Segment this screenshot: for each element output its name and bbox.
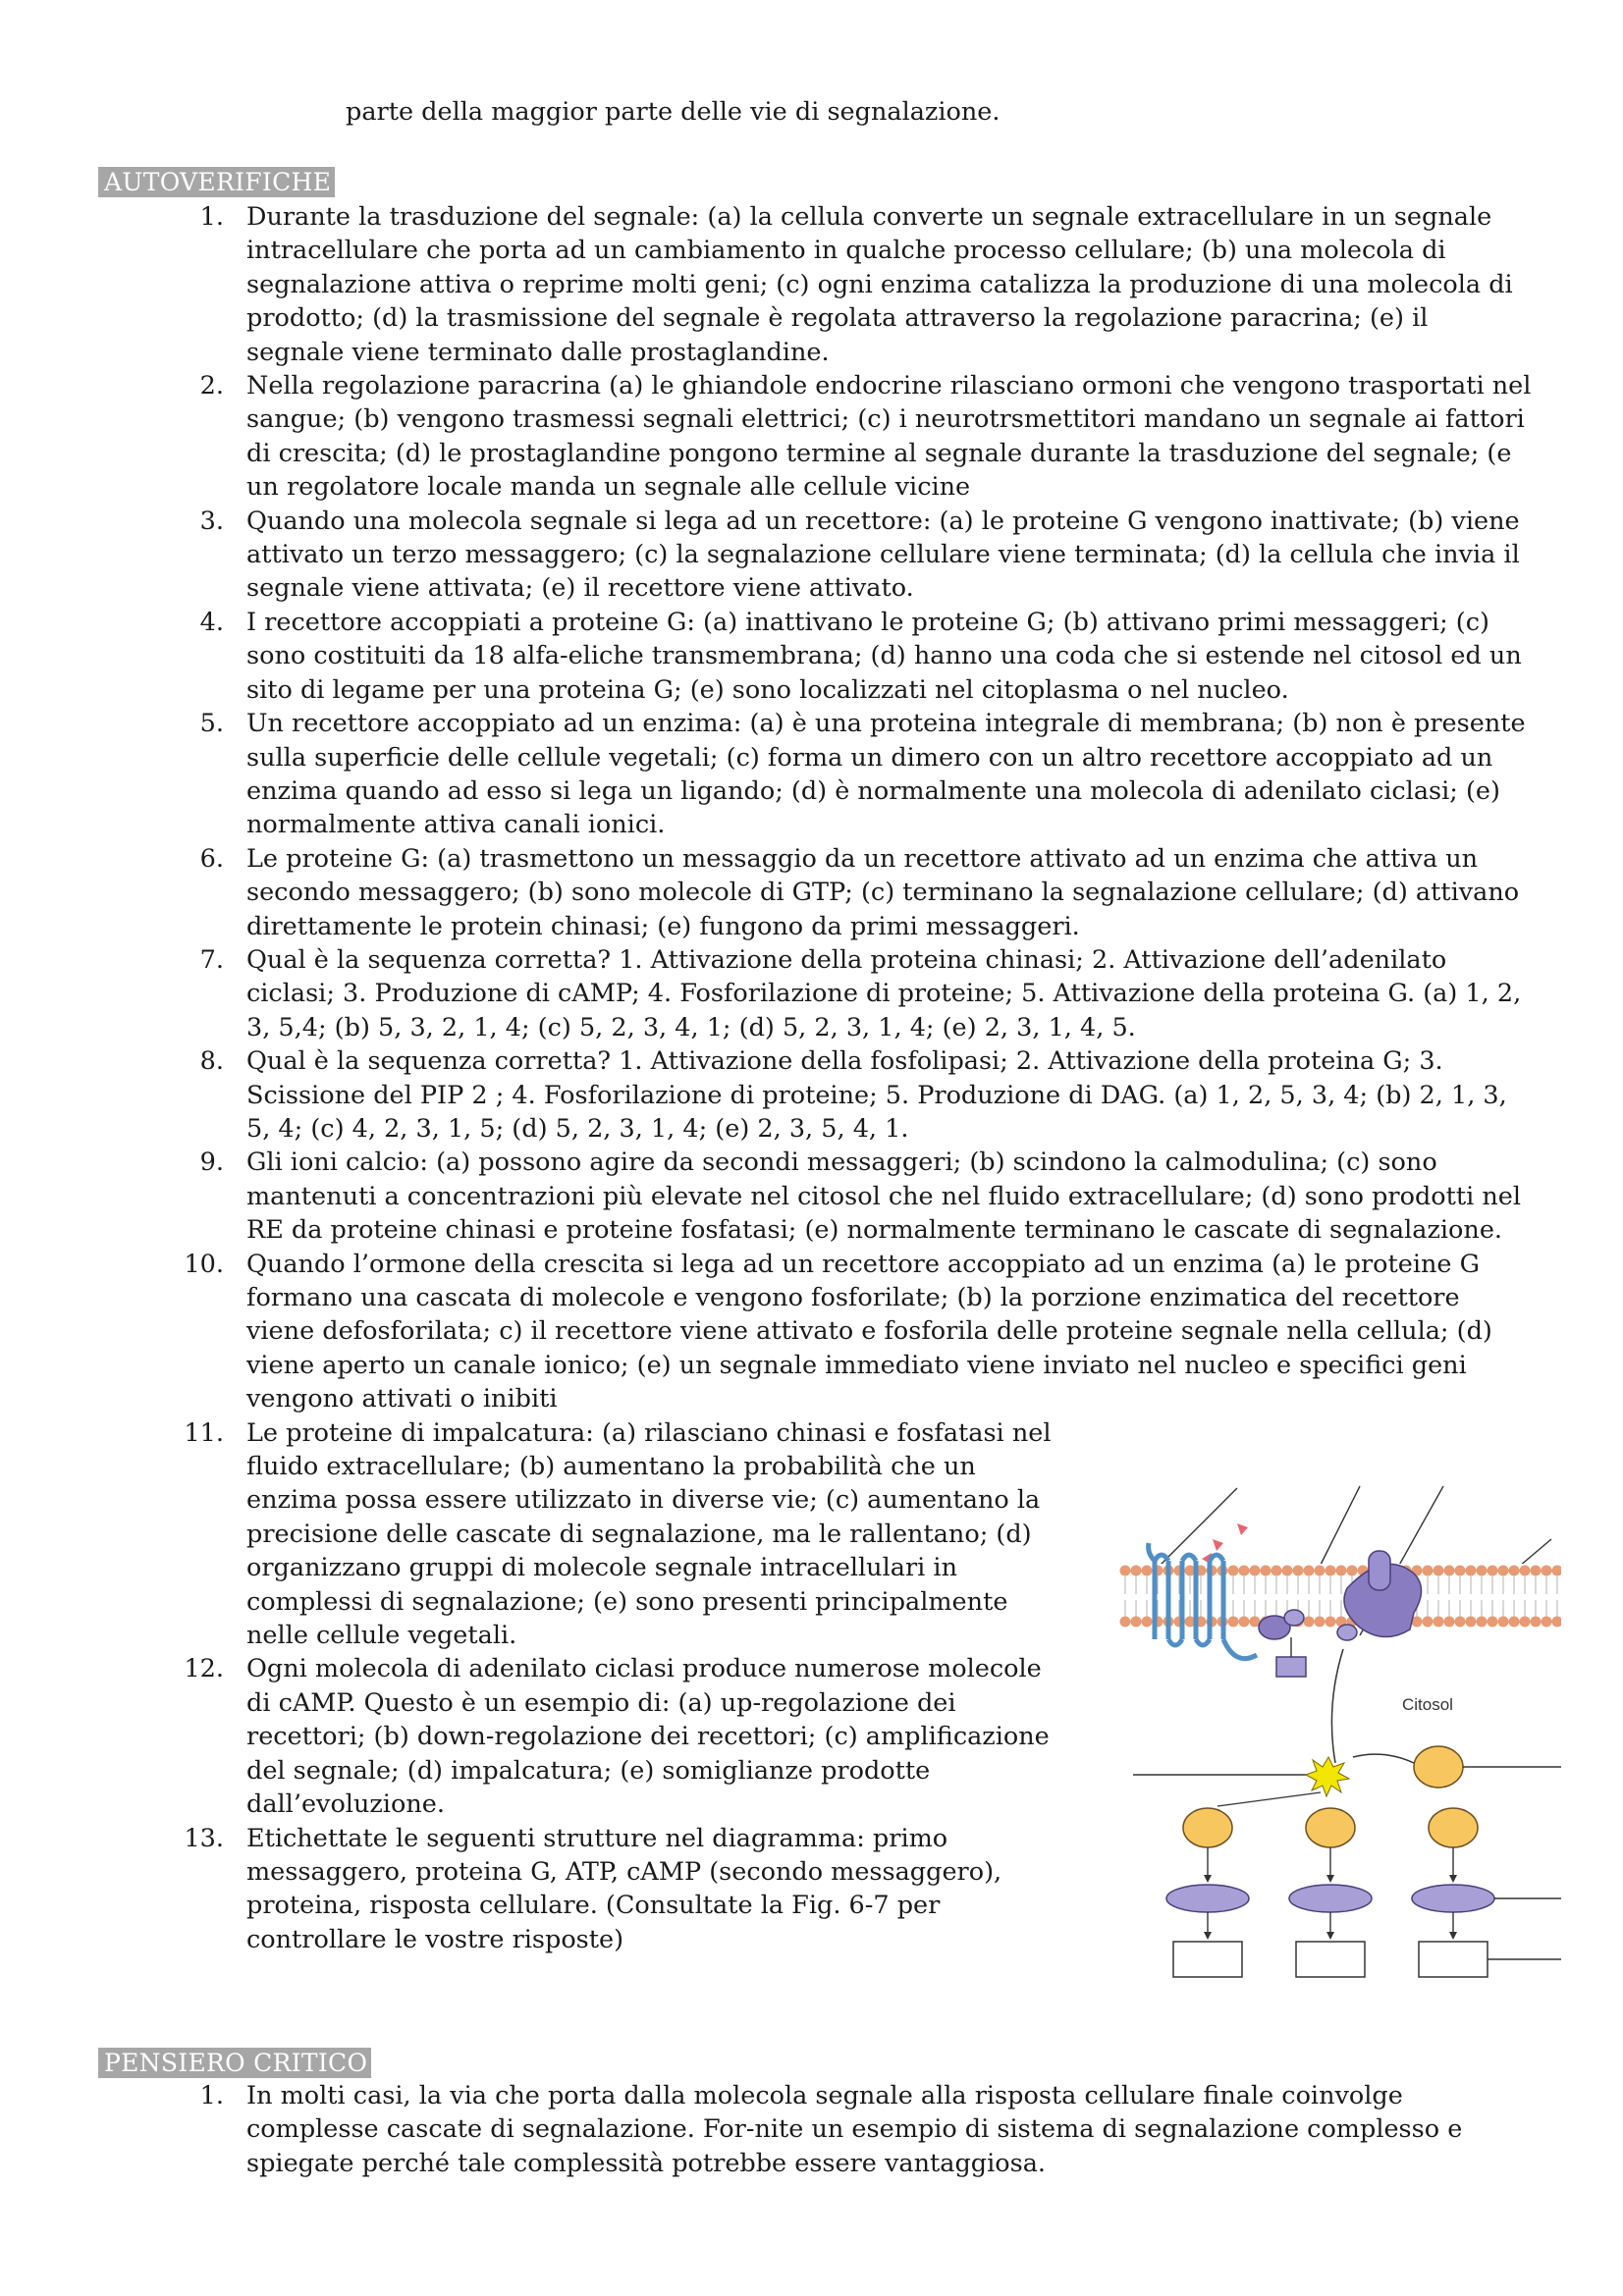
lipid-head bbox=[1444, 1566, 1455, 1576]
question-item bbox=[0, 943, 1532, 1044]
question-number: 5. bbox=[199, 709, 224, 739]
lipid-head bbox=[1520, 1566, 1531, 1576]
lipid-head bbox=[1304, 1617, 1315, 1628]
question-number: 9. bbox=[199, 1148, 224, 1178]
protein-molecule bbox=[1412, 1885, 1494, 1912]
question-item bbox=[0, 2079, 1532, 2180]
lipid-head bbox=[1488, 1566, 1498, 1576]
lipid-head bbox=[1444, 1617, 1455, 1628]
lipid-head bbox=[1347, 1566, 1358, 1576]
question-item bbox=[0, 1248, 1532, 1416]
question-number: 11. bbox=[184, 1417, 224, 1448]
question-text: In molti casi, la via che porta dalla molecola segnale alla risposta cellulare finale coinvolge complesse cascate di segnalazione. For-nite un esempio di sistema di segnalazione complesso e spiegate perché tale complessità potrebbe essere vantaggiosa. bbox=[246, 2081, 1463, 2178]
lipid-head bbox=[1477, 1566, 1488, 1576]
lipid-head bbox=[1131, 1566, 1142, 1576]
protein-molecule bbox=[1166, 1885, 1249, 1912]
lipid-head bbox=[1455, 1617, 1466, 1628]
cascade-column bbox=[1412, 1808, 1561, 1977]
question-item bbox=[0, 842, 1532, 943]
lipid-head bbox=[1509, 1617, 1520, 1628]
cell-membrane bbox=[1119, 1564, 1561, 1629]
protein-molecule bbox=[1289, 1885, 1372, 1912]
question-text: Quando una molecola segnale si lega ad un recettore: (a) le proteine G vengono inattivate; (b) viene attivato un terzo messaggero; (c) la segnalazione cellulare viene terminata; (d) la cellula che invia il segnale viene attivata; (e) il recettore viene attivato. bbox=[246, 506, 1520, 604]
lipid-head bbox=[1142, 1566, 1153, 1576]
lipid-head bbox=[1336, 1566, 1347, 1576]
question-number: 6. bbox=[199, 843, 224, 874]
lipid-head bbox=[1466, 1617, 1477, 1628]
lipid-head bbox=[1423, 1566, 1434, 1576]
section-heading-autoverifiche: AUTOVERIFICHE bbox=[98, 167, 335, 197]
lipid-head bbox=[1142, 1617, 1153, 1628]
question-item bbox=[0, 1044, 1532, 1146]
lipid-head bbox=[1261, 1566, 1271, 1576]
question-item bbox=[0, 1146, 1532, 1247]
question-number: 12. bbox=[184, 1654, 224, 1684]
lipid-head bbox=[1423, 1617, 1434, 1628]
cellular-response-box bbox=[1173, 1942, 1242, 1977]
question-item bbox=[0, 707, 1532, 842]
lipid-head bbox=[1488, 1617, 1498, 1628]
lipid-head bbox=[1509, 1566, 1520, 1576]
lipid-head bbox=[1520, 1617, 1531, 1628]
lipid-head bbox=[1228, 1566, 1239, 1576]
question-item bbox=[0, 505, 1532, 606]
lipid-head bbox=[1466, 1566, 1477, 1576]
lipid-head bbox=[1498, 1566, 1509, 1576]
lipid-head bbox=[1250, 1566, 1261, 1576]
lipid-head bbox=[1325, 1566, 1336, 1576]
lipid-head bbox=[1282, 1566, 1293, 1576]
lipid-head bbox=[1531, 1617, 1542, 1628]
lipid-head bbox=[1542, 1617, 1552, 1628]
question-number: 1. bbox=[199, 2081, 224, 2110]
question-list-pensiero-critico bbox=[0, 2079, 1532, 2180]
lipid-head bbox=[1315, 1617, 1325, 1628]
lipid-head bbox=[1131, 1617, 1142, 1628]
lipid-head bbox=[1531, 1566, 1542, 1576]
question-item bbox=[0, 200, 1532, 369]
lipid-head bbox=[1304, 1566, 1315, 1576]
question-item bbox=[0, 369, 1532, 505]
question-text: Le proteine G: (a) trasmettono un messaggio da un recettore attivato ad un enzima che attiva un secondo messaggero; (b) sono molecole di GTP; (c) terminano la segnalazione cellulare; (d) attivano direttamente le protein chinasi; (e) fungono da primi messaggeri. bbox=[246, 843, 1520, 941]
camp-molecule bbox=[1414, 1746, 1463, 1788]
question-number: 2. bbox=[199, 371, 224, 401]
lipid-head bbox=[1325, 1617, 1336, 1628]
section-heading-pensiero-critico: PENSIERO CRITICO bbox=[98, 2048, 371, 2078]
lipid-head bbox=[1434, 1617, 1444, 1628]
question-number: 10. bbox=[184, 1249, 224, 1279]
lipid-head bbox=[1455, 1566, 1466, 1576]
protein-subunit bbox=[1276, 1657, 1306, 1677]
lipid-head bbox=[1315, 1566, 1325, 1576]
lipid-head bbox=[1239, 1617, 1250, 1628]
question-text: Nella regolazione paracrina (a) le ghiandole endocrine rilasciano ormoni che vengono trasportati nel sangue; (b) vengono trasmessi segnali elettrici; (c) i neurotrsmettitori mandano un segnale ai fattori di crescita; (d) le prostaglandine pongono termine al segnale durante la trasduzione del segnale; (e un regolatore locale manda un segnale alle cellule vicine bbox=[246, 371, 1532, 503]
question-text: I recettore accoppiati a proteine G: (a) inattivano le proteine G; (b) attivano primi messaggeri; (c) sono costituiti da 18 alfa-eliche transmembrana; (d) hanno una coda che si estende nel citosol ed un sito di legame per una proteina G; (e) sono localizzati nel citoplasma o nel nucleo. bbox=[246, 607, 1522, 705]
lipid-head bbox=[1271, 1566, 1282, 1576]
first-messenger bbox=[1237, 1523, 1248, 1535]
question-number: 8. bbox=[199, 1046, 224, 1077]
lipid-head bbox=[1542, 1566, 1552, 1576]
question-text: Gli ioni calcio: (a) possono agire da secondi messaggeri; (b) scindono la calmodulina; (c) sono mantenuti a concentrazioni più elevate nel citosol che nel fluido extracellulare; (d) sono prodotti nel RE da proteine chinasi e proteine fosfatasi; (e) normalmente terminano le cascate di segnalazione. bbox=[246, 1148, 1522, 1246]
lipid-head bbox=[1477, 1617, 1488, 1628]
lipid-head bbox=[1293, 1566, 1304, 1576]
lipid-head bbox=[1228, 1617, 1239, 1628]
camp-molecule bbox=[1429, 1808, 1478, 1847]
cellular-response-box bbox=[1296, 1942, 1365, 1977]
question-number: 4. bbox=[199, 607, 224, 637]
cascade-column bbox=[1166, 1808, 1249, 1977]
camp-molecule bbox=[1183, 1808, 1232, 1847]
question-text: Durante la trasduzione del segnale: (a) la cellula converte un segnale extracellulare in un segnale intracellulare che porta ad un cambiamento in qualche processo cellulare; (b) una molecola di segnalazione attiva o reprime molti geni; (c) ogni enzima catalizza la produzione di una molecola di prodotto; (d) la trasmissione del segnale è regolata attraverso la regolazione paracrina; (e) il segnale viene terminato dalle prostaglandine. bbox=[246, 202, 1513, 367]
reaction-arrow bbox=[1331, 1649, 1343, 1763]
question-text: Le proteine di impalcatura: (a) rilasciano chinasi e fosfatasi nel fluido extracellulare; (b) aumentano la probabilità che un enzima possa essere utilizzato in diverse vie; (c) aumentano la precisione delle cascate di segnalazione, ma le rallentano; (d) organizzano gruppi di molecole segnale intracellulari in complessi di segnalazione; (e) sono presenti principalmente nelle cellule vegetali. bbox=[246, 1417, 1052, 1651]
reaction-arrow bbox=[1353, 1754, 1414, 1763]
first-messenger bbox=[1213, 1539, 1223, 1551]
cellular-response-box bbox=[1419, 1942, 1488, 1977]
question-number: 1. bbox=[199, 202, 224, 232]
question-number: 13. bbox=[184, 1823, 224, 1853]
question-text: Qual è la sequenza corretta? 1. Attivazione della fosfolipasi; 2. Attivazione della proteina G; 3. Scissione del PIP 2 ; 4. Fosforilazione di proteine; 5. Produzione di DAG. (a) 1, 2, 5, 3, 4; (b) 2, 1, 3, 5, 4; (c) 4, 2, 3, 1, 5; (d) 5, 2, 3, 1, 4; (e) 2, 3, 5, 4, 1. bbox=[246, 1046, 1507, 1144]
question-text: Qual è la sequenza corretta? 1. Attivazione della proteina chinasi; 2. Attivazione dell’adenilato ciclasi; 3. Produzione di cAMP; 4. Fosforilazione di proteine; 5. Attivazione della proteina G. (a) 1, 2, 3, 5,4; (b) 5, 3, 2, 1, 4; (c) 5, 2, 3, 4, 1; (d) 5, 2, 3, 1, 4; (e) 2, 3, 1, 4, 5. bbox=[246, 944, 1522, 1042]
reaction-arrow bbox=[1217, 1792, 1321, 1806]
cytosol-label: Citosol bbox=[1402, 1695, 1453, 1714]
lipid-head bbox=[1498, 1617, 1509, 1628]
intro-line: parte della maggior parte delle vie di segnalazione. bbox=[346, 97, 1001, 127]
lipid-head bbox=[1120, 1566, 1131, 1576]
cascade-column bbox=[1289, 1808, 1372, 1977]
camp-molecule bbox=[1306, 1808, 1355, 1847]
activation-burst bbox=[1306, 1757, 1349, 1796]
question-text: Etichettate le seguenti strutture nel diagramma: primo messaggero, proteina G, ATP, cAMP (secondo messaggero), proteina, risposta cellulare. (Consultate la Fig. 6-7 per controllare le vostre risposte) bbox=[246, 1823, 1002, 1954]
question-number: 7. bbox=[199, 944, 224, 975]
question-text: Ogni molecola di adenilato ciclasi produce numerose molecole di cAMP. Questo è un esempio di: (a) up-regolazione dei recettori; (b) down-regolazione dei recettori; (c) amplificazione del segnale; (d) impalcatura; (e) somiglianze prodotte dall’evoluzione. bbox=[246, 1654, 1050, 1820]
lipid-head bbox=[1120, 1617, 1131, 1628]
question-text: Un recettore accoppiato ad un enzima: (a) è una proteina integrale di membrana; (b) non è presente sulla superficie delle cellule vegetali; (c) forma un dimero con un altro recettore accoppiato ad un enzima quando ad esso si lega un ligando; (d) è normalmente una molecola di adenilato ciclasi; (e) normalmente attiva canali ionici. bbox=[246, 709, 1526, 840]
lipid-head bbox=[1239, 1566, 1250, 1576]
question-text: Quando l’ormone della crescita si lega ad un recettore accoppiato ad un enzima (a) le proteine G formano una cascata di molecole e vengono fosforilate; (b) la porzione enzimatica del recettore viene defosforilata; c) il recettore viene attivato e fosforila delle proteine segnale nella cellula; (d) viene aperto un canale ionico; (e) un segnale immediato viene inviato nel nucleo e specifici geni vengono attivati o inibiti bbox=[246, 1249, 1492, 1415]
question-number: 3. bbox=[199, 506, 224, 536]
signaling-pathway-diagram bbox=[1119, 1480, 1561, 2010]
lipid-head bbox=[1434, 1566, 1444, 1576]
question-item bbox=[0, 606, 1532, 707]
